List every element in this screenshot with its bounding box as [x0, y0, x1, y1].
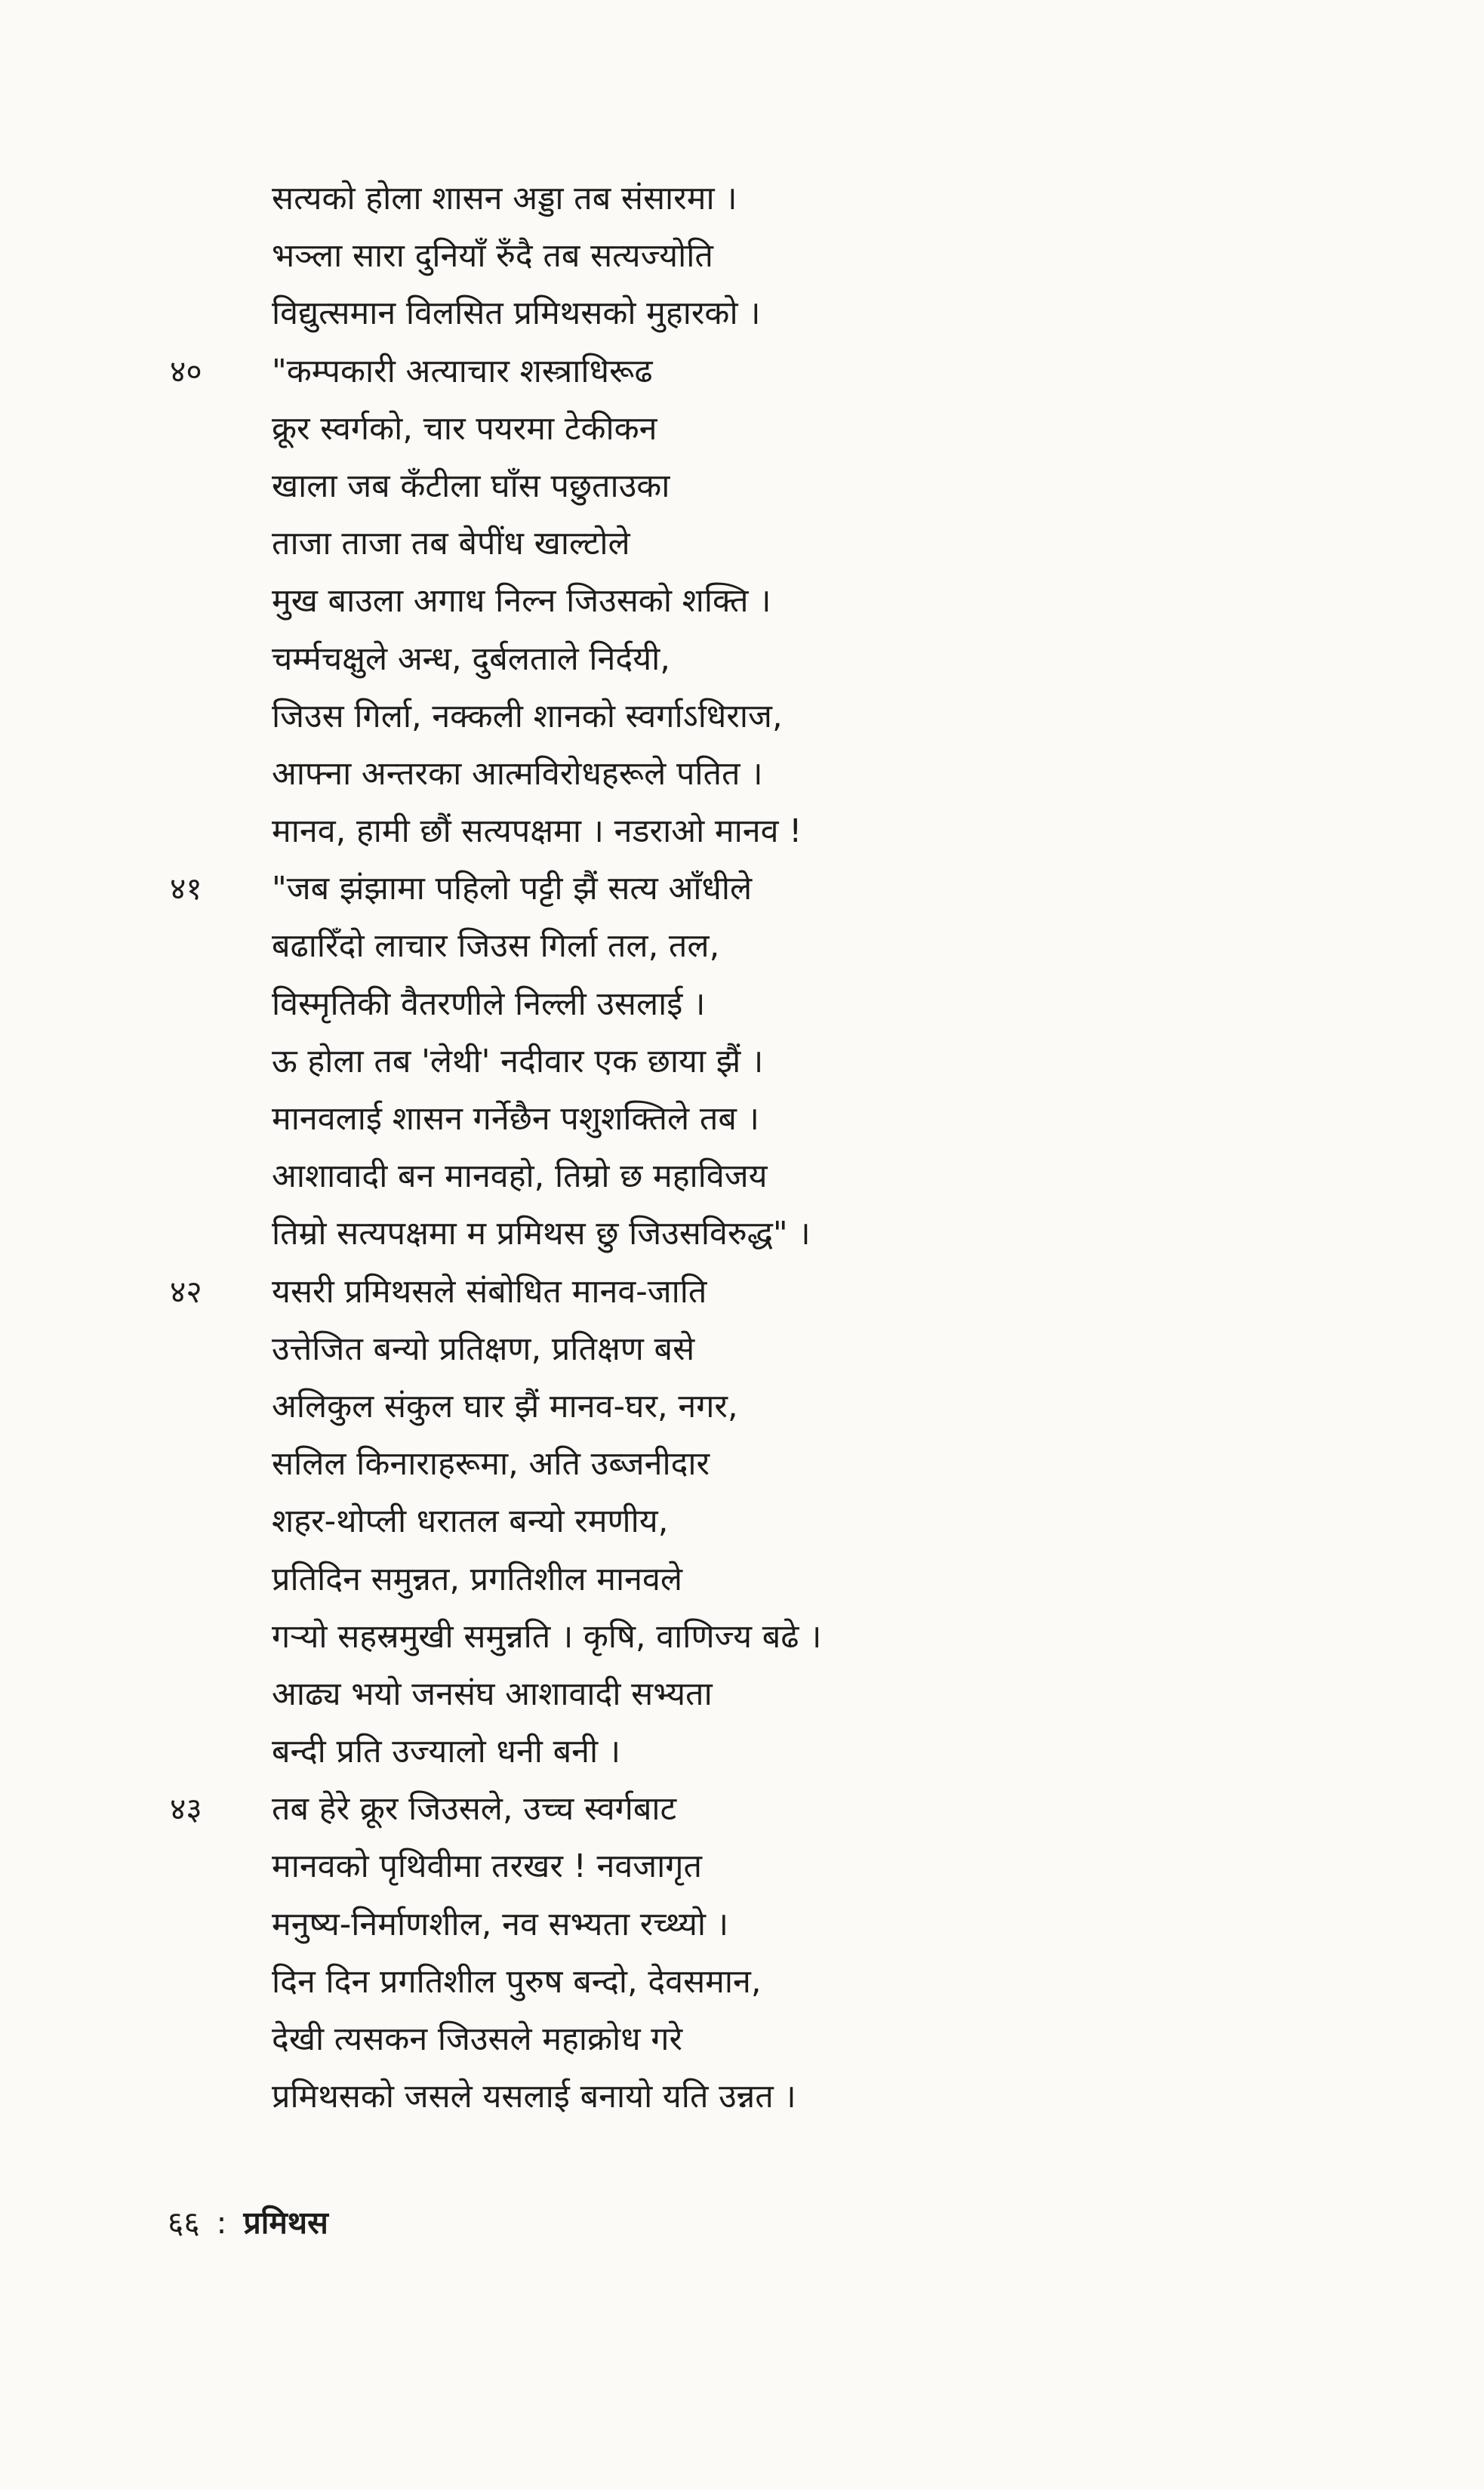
poem-line — [170, 1378, 1302, 1435]
line-text: शहर-थोप्ली धरातल बन्यो रमणीय, — [272, 1502, 669, 1541]
poem-line — [170, 1666, 1302, 1723]
poem-line — [170, 1723, 1302, 1780]
line-text: बन्दी प्रति उज्यालो धनी बनी । — [272, 1733, 621, 1771]
poem-line — [170, 515, 1302, 572]
line-text: सलिल किनाराहरूमा, अति उब्जनीदार — [272, 1445, 710, 1484]
poem-line — [170, 1608, 1302, 1666]
poem-line — [170, 1780, 1302, 1838]
poem-line — [170, 170, 1302, 227]
poem-line — [170, 688, 1302, 745]
line-text: प्रतिदिन समुन्नत, प्रगतिशील मानवले — [272, 1560, 683, 1598]
poem-line — [170, 285, 1302, 342]
line-text: चर्म्मचक्षुले अन्ध, दुर्बलताले निर्दयी, — [272, 639, 670, 678]
poem-line — [170, 860, 1302, 917]
line-text: तिम्रो सत्यपक्षमा म प्रमिथस छु जिउसविरुद्ध" । — [272, 1215, 811, 1253]
poem-line — [170, 1838, 1302, 1895]
line-text: आढ्य भयो जनसंघ आशावादी सभ्यता — [272, 1675, 713, 1713]
poem-line — [170, 2068, 1302, 2125]
book-title: प्रमिथस — [243, 2205, 328, 2241]
line-text: मानवको पृथिवीमा तरखर ! नवजागृत — [272, 1847, 703, 1886]
line-text: देखी त्यसकन जिउसले महाक्रोध गरे — [272, 2020, 683, 2058]
poem-line — [170, 1263, 1302, 1321]
poem-line — [170, 630, 1302, 688]
poem-line — [170, 1321, 1302, 1378]
line-text: मानवलाई शासन गर्नेछैन पशुशक्तिले तब । — [272, 1100, 759, 1138]
line-text: खाला जब कँटीला घाँस पछुताउका — [272, 467, 670, 505]
stanza-number: ४२ — [170, 1273, 202, 1310]
line-text: मनुष्य-निर्माणशील, नव सभ्यता रच्थ्यो । — [272, 1905, 729, 1943]
line-text: आशावादी बन मानवहो, तिम्रो छ महाविजय — [272, 1157, 768, 1196]
poem-line — [170, 227, 1302, 285]
poem-line — [170, 1205, 1302, 1262]
line-text: "जब झंझामा पहिलो पट्टी झैं सत्य आँधीले — [272, 870, 753, 908]
poem-line — [170, 1148, 1302, 1205]
line-text: विद्युत्समान विलसित प्रमिथसको मुहारको । — [272, 294, 761, 333]
poem-line — [170, 917, 1302, 975]
poem-line — [170, 1551, 1302, 1608]
poem-line — [170, 1953, 1302, 2011]
line-text: तब हेरे क्रूर जिउसले, उच्च स्वर्गबाट — [272, 1790, 677, 1829]
line-text: क्रूर स्वर्गको, चार पयरमा टेकीकन — [272, 409, 657, 448]
poem-line — [170, 1896, 1302, 1953]
line-text: गऱ्यो सहस्रमुखी समुन्नति । कृषि, वाणिज्य बढे । — [272, 1617, 822, 1656]
poem-line — [170, 1435, 1302, 1493]
stanza-number: ४३ — [170, 1791, 202, 1828]
line-text: उत्तेजित बन्यो प्रतिक्षण, प्रतिक्षण बसे — [272, 1330, 695, 1368]
line-text: प्रमिथसको जसले यसलाई बनायो यति उन्नत । — [272, 2078, 796, 2116]
poem-line — [170, 1033, 1302, 1090]
line-text: आफ्ना अन्तरका आत्मविरोधहरूले पतित । — [272, 754, 763, 793]
footer-separator: : — [216, 2205, 227, 2241]
stanza-number: ४१ — [170, 871, 202, 908]
line-text: बढारिँदो लाचार जिउस गिर्ला तल, तल, — [272, 927, 720, 966]
stanza-number: ४० — [170, 353, 202, 390]
page-footer — [168, 2201, 328, 2243]
line-text: ताजा ताजा तब बेपींध खाल्टोले — [272, 525, 630, 563]
line-text: भञ्ला सारा दुनियाँ रुँदै तब सत्यज्योति — [272, 237, 713, 276]
line-text: जिउस गिर्ला, नक्कली शानको स्वर्गाऽधिराज, — [272, 697, 783, 735]
poem-line — [170, 1090, 1302, 1148]
poem-line — [170, 745, 1302, 803]
line-text: "कम्पकारी अत्याचार शस्त्राधिरूढ — [272, 352, 653, 390]
line-text: मानव, हामी छौं सत्यपक्षमा । नडराओ मानव ! — [272, 812, 802, 851]
poem-line — [170, 803, 1302, 860]
poem-body — [170, 170, 1302, 2125]
poem-line — [170, 572, 1302, 630]
poem-line — [170, 2011, 1302, 2068]
poem-line — [170, 975, 1302, 1033]
line-text: मुख बाउला अगाध निल्न जिउसको शक्ति । — [272, 582, 771, 621]
line-text: ऊ होला तब 'लेथी' नदीवार एक छाया झैं । — [272, 1042, 764, 1080]
line-text: विस्मृतिकी वैतरणीले निल्ली उसलाई । — [272, 985, 706, 1023]
line-text: सत्यको होला शासन अड्डा तब संसारमा । — [272, 180, 737, 217]
poem-line — [170, 1493, 1302, 1550]
page-number: ६६ — [168, 2205, 200, 2241]
poem-line — [170, 343, 1302, 400]
line-text: दिन दिन प्रगतिशील पुरुष बन्दो, देवसमान, — [272, 1962, 762, 2001]
line-text: यसरी प्रमिथसले संबोधित मानव-जाति — [272, 1272, 707, 1311]
poem-line — [170, 458, 1302, 515]
line-text: अलिकुल संकुल घार झैं मानव-घर, नगर, — [272, 1387, 738, 1425]
poem-line — [170, 400, 1302, 458]
